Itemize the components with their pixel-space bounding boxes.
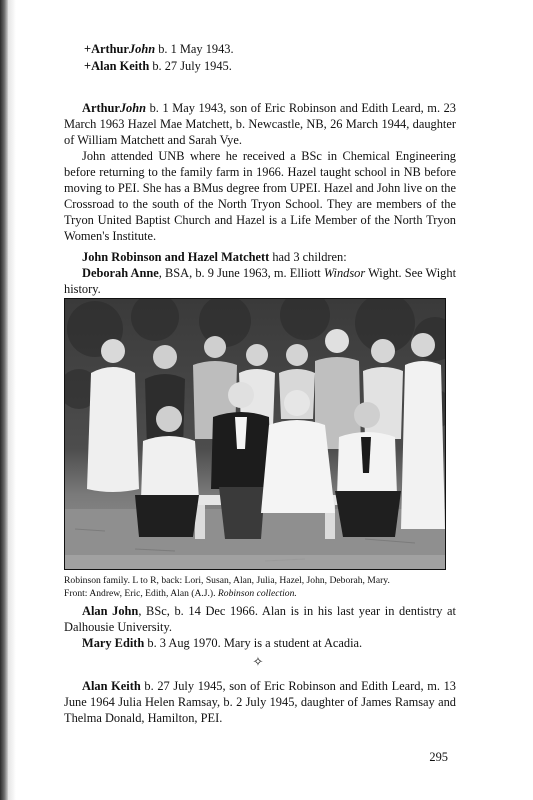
alan-keith-text: Alan Keith b. 27 July 1945, son of Eric Robinson and Edith Leard, m. 13 June 1964 Julia Helen Ramsay, b. 2 July 1945, daughter of James Ramsay and Thelma Donald, Hamilton, PEI.: [64, 679, 457, 725]
children-intro: John Robinson and Hazel Matchett had 3 children:: [82, 250, 347, 264]
list-entry-alan-keith: +Alan Keith b. 27 July 1945.: [84, 59, 232, 73]
arthur-john-intro: ArthurJohn b. 1 May 1943, son of Eric Robinson and Edith Leard, m. 23 March 1963 Hazel Mae Matchett, b. Newcastle, NB, 26 March 1944, daughter of William Matchett and Sarah Vye.: [64, 101, 456, 147]
caption-line-1: Robinson family. L to R, back: Lori, Susan, Alan, Julia, Hazel, John, Deborah, Mary.: [64, 575, 390, 586]
section-ornament-icon: ✧: [252, 654, 264, 669]
arthur-john-entry: [64, 100, 456, 244]
family-photo: [64, 298, 446, 570]
list-entry-arthur: +ArthurJohn b. 1 May 1943.: [84, 42, 234, 56]
book-gutter: [8, 0, 16, 800]
entry-name: Arthur: [82, 101, 120, 115]
family-photo-image: [65, 299, 446, 570]
caption-credit: Robinson collection.: [217, 587, 297, 599]
child-alan-john: Alan John, BSc, b. 14 Dec 1966. Alan is in his last year in dentistry at Dalhousie University.: [64, 604, 457, 634]
list-entry-name: Arthur: [91, 42, 129, 56]
caption-line-2: Front: Andrew, Eric, Edith, Alan (A.J.). Robinson collection.: [64, 587, 297, 599]
descendant-list: [84, 41, 464, 75]
alan-keith-entry: [64, 678, 456, 726]
child-deborah: Deborah Anne, BSA, b. 9 June 1963, m. Elliott Windsor Wight. See Wight history.: [64, 266, 457, 296]
page-number: 295: [429, 750, 448, 764]
list-entry-name: Alan Keith: [91, 59, 150, 73]
children-section: [64, 249, 456, 297]
arthur-john-bio: John attended UNB where he received a BSc in Chemical Engineering before returning to the family farm in 1966. Hazel taught school in NB before moving to PEI. She has a BMus degree from UPEI. Hazel and John live on the Crossroad to the south of the North Tryon School. They are members of the Tryon United Baptist Church and Hazel is a Life Member of the North Tryon Women's Institute.: [64, 149, 456, 243]
more-children: [64, 603, 456, 651]
child-mary: Mary Edith b. 3 Aug 1970. Mary is a student at Acadia.: [82, 636, 363, 650]
photo-caption: [64, 575, 454, 600]
book-spine-shadow: [0, 0, 8, 800]
